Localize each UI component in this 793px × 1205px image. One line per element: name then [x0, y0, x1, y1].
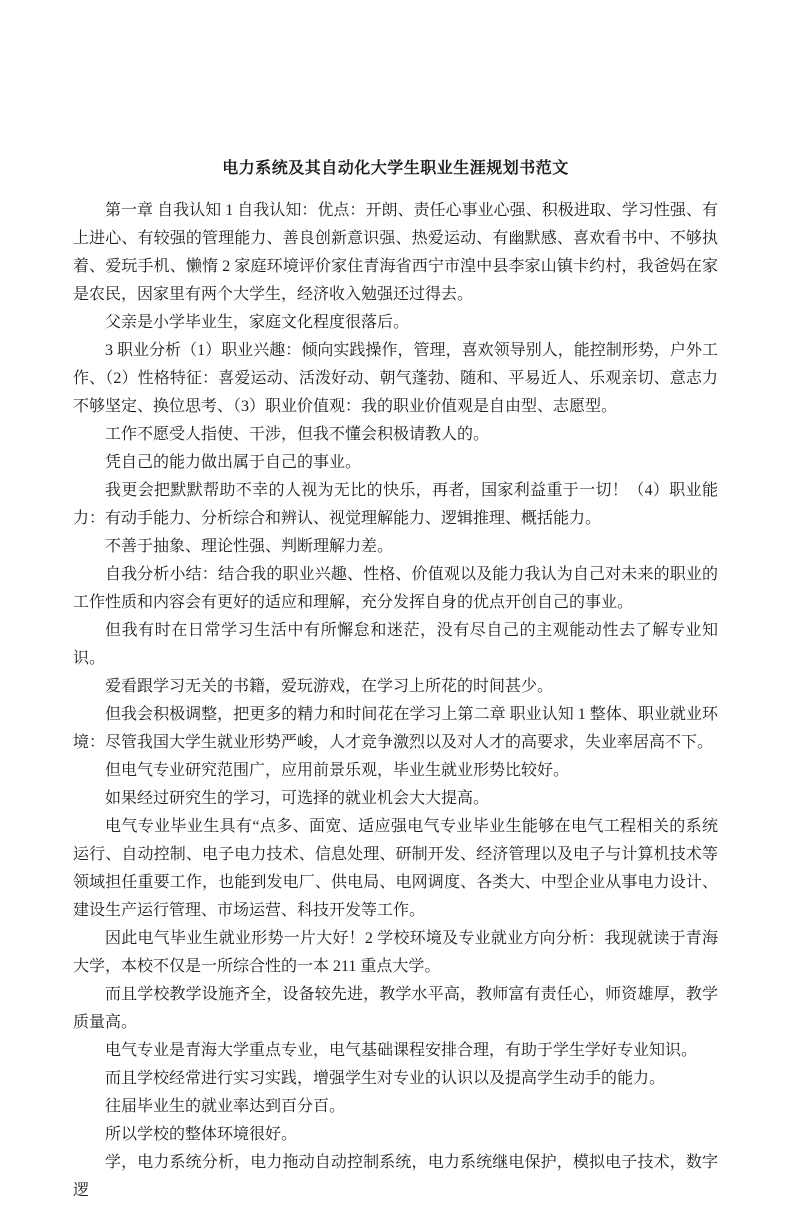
document-title: 电力系统及其自动化大学生职业生涯规划书范文	[222, 160, 569, 177]
paragraph: 但我会积极调整，把更多的精力和时间花在学习上第二章 职业认知 1 整体、职业就业环境：尽管我国大学生就业形势严峻，人才竞争激烈以及对人才的高要求，失业率居高不下。	[73, 706, 718, 751]
paragraph: 第一章 自我认知 1 自我认知：优点：开朗、责任心事业心强、积极进取、学习性强、有上进心、有较强的管理能力、善良创新意识强、热爱运动、有幽默感、喜欢看书中、不够执着、爱玩手机、懒惰 2 家庭环境评价家住青海省西宁市湟中县李家山镇卡约村，我爸妈在家是农民，因家里有两个大学生，经济收入勉强还过得去。	[73, 202, 718, 303]
paragraph: 而且学校教学设施齐全，设备较先进，教学水平高，教师富有责任心，师资雄厚，教学质量高。	[73, 986, 718, 1031]
paragraph: 电气专业毕业生具有“点多、面宽、适应强电气专业毕业生能够在电气工程相关的系统运行、自动控制、电子电力技术、信息处理、研制开发、经济管理以及电子与计算机技术等领域担任重要工作，也能到发电厂、供电局、电网调度、各类大、中型企业从事电力设计、建设生产运行管理、市场运营、科技开发等工作。	[73, 818, 718, 919]
paragraph: 电气专业是青海大学重点专业，电气基础课程安排合理，有助于学生学好专业知识。	[105, 1042, 698, 1059]
paragraph: 因此电气毕业生就业形势一片大好！2 学校环境及专业就业方向分析：我现就读于青海大学，本校不仅是一所综合性的一本 211 重点大学。	[73, 930, 718, 975]
paragraph: 往届毕业生的就业率达到百分百。	[105, 1098, 346, 1115]
paragraph: 凭自己的能力做出属于自己的事业。	[105, 454, 362, 471]
paragraph: 我更会把默默帮助不幸的人视为无比的快乐，再者，国家利益重于一切！（4）职业能力：有动手能力、分析综合和辨认、视觉理解能力、逻辑推理、概括能力。	[73, 482, 718, 527]
paragraph: 3 职业分析（1）职业兴趣：倾向实践操作，管理，喜欢领导别人，能控制形势，户外工作、（2）性格特征：喜爱运动、活泼好动、朝气蓬勃、随和、平易近人、乐观亲切、意志力不够坚定、换位思考、（3）职业价值观：我的职业价值观是自由型、志愿型。	[73, 342, 718, 415]
document-body	[73, 197, 718, 1205]
paragraph: 爱看跟学习无关的书籍，爱玩游戏，在学习上所花的时间甚少。	[105, 678, 554, 695]
paragraph: 所以学校的整体环境很好。	[105, 1126, 298, 1143]
paragraph: 父亲是小学毕业生，家庭文化程度很落后。	[105, 314, 410, 331]
paragraph: 但电气专业研究范围广，应用前景乐观，毕业生就业形势比较好。	[105, 762, 570, 779]
paragraph: 自我分析小结：结合我的职业兴趣、性格、价值观以及能力我认为自己对未来的职业的工作性质和内容会有更好的适应和理解，充分发挥自身的优点开创自己的事业。	[73, 566, 718, 611]
paragraph: 不善于抽象、理论性强、判断理解力差。	[105, 538, 394, 555]
paragraph: 但我有时在日常学习生活中有所懈怠和迷茫，没有尽自己的主观能动性去了解专业知识。	[73, 622, 718, 667]
paragraph: 学，电力系统分析，电力拖动自动控制系统，电力系统继电保护，模拟电子技术，数字逻	[73, 1154, 718, 1199]
paragraph: 而且学校经常进行实习实践，增强学生对专业的认识以及提高学生动手的能力。	[105, 1070, 666, 1087]
paragraph: 工作不愿受人指使、干涉，但我不懂会积极请教人的。	[105, 426, 490, 443]
paragraph: 如果经过研究生的学习，可选择的就业机会大大提高。	[105, 790, 490, 807]
